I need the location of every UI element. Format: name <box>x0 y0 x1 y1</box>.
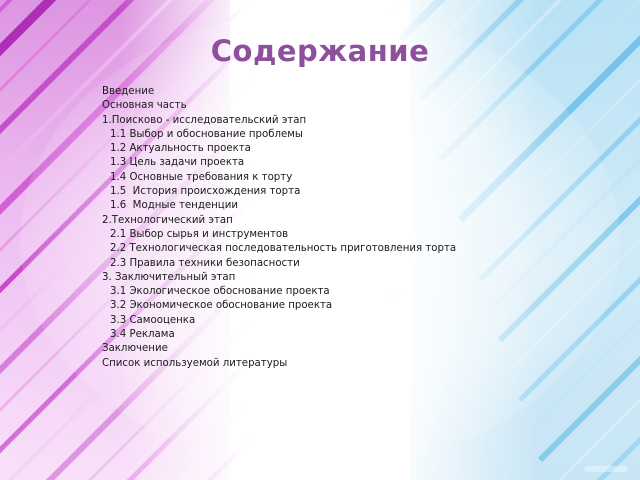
toc-item: Список используемой литературы <box>102 357 288 369</box>
toc-subitem: 1.6 Модные тенденции <box>110 200 238 212</box>
toc-subitem: 2.3 Правила техники безопасности <box>110 257 300 269</box>
toc-subitem: 3.1 Экологическое обоснование проекта <box>110 286 330 298</box>
toc-subitem: 2.1 Выбор сырья и инструментов <box>110 228 289 240</box>
toc-subitem: 1.3 Цель задачи проекта <box>110 157 245 169</box>
toc-item: Основная часть <box>102 100 187 112</box>
toc-item: 3. Заключительный этап <box>102 271 236 283</box>
toc-subitem: 1.2 Актуальность проекта <box>110 143 251 155</box>
toc-subitem: 1.5 История происхождения торта <box>110 186 301 198</box>
slide-title: Содержание <box>210 34 430 68</box>
toc-subitem: 3.4 Реклама <box>110 329 175 341</box>
toc-subitem: 3.2 Экономическое обоснование проекта <box>110 300 333 312</box>
toc-subitem: 1.4 Основные требования к торту <box>110 171 293 183</box>
toc-subitem: 1.1 Выбор и обоснование проблемы <box>110 128 303 140</box>
table-of-contents <box>102 85 456 371</box>
toc-item: Введение <box>102 86 155 97</box>
toc-subitem: 3.3 Самооценка <box>110 314 196 326</box>
toc-item: 1.Поисково - исследовательский этап <box>102 114 307 126</box>
watermark <box>584 466 628 472</box>
toc-item: 2.Технологический этап <box>102 214 233 226</box>
toc-subitem: 2.2 Технологическая последовательность приготовления торта <box>110 243 457 255</box>
toc-item: Заключение <box>102 343 168 355</box>
